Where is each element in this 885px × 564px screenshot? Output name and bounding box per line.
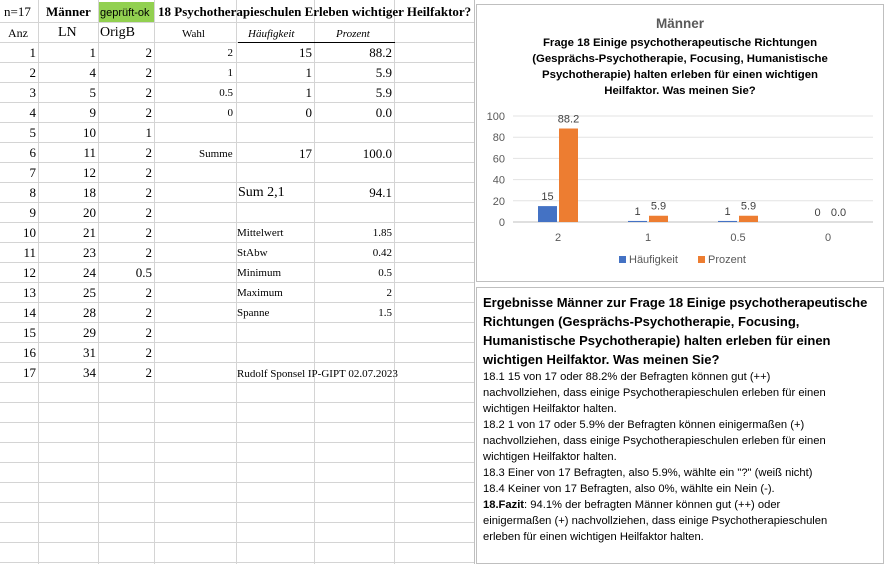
table-cell-ln[interactable]: 25: [83, 285, 96, 300]
col-header-ln: LN: [58, 25, 77, 40]
data-label: 0: [814, 207, 821, 219]
data-label: 88.2: [557, 113, 580, 126]
results-line: wichtigen Heilfaktor halten.: [483, 403, 617, 415]
col-header-anz: Anz: [8, 26, 28, 40]
results-line: einigermaßen (+) nachvollziehen, dass einige Psychotherapieschulen: [483, 515, 828, 527]
table-cell-origb[interactable]: 1: [145, 125, 152, 140]
status-badge[interactable]: geprüft-ok: [100, 7, 150, 19]
grid-row-line: [0, 422, 474, 423]
table-cell-anz[interactable]: 13: [23, 285, 36, 300]
table-cell-anz[interactable]: 12: [23, 265, 36, 280]
freq-wahl[interactable]: 0: [227, 107, 233, 119]
table-cell-origb[interactable]: 2: [145, 145, 152, 160]
results-heading-line: Humanistische Psychotherapie) halten erleben für einen: [483, 333, 831, 348]
chart-subtitle-line: Psychotherapie) halten erleben für einen wichtigen: [542, 69, 818, 81]
y-tick-label: 80: [492, 132, 505, 145]
stat-label: Maximum: [237, 287, 283, 299]
freq-count[interactable]: 15: [299, 45, 312, 60]
table-cell-ln[interactable]: 18: [83, 185, 96, 200]
table-cell-ln[interactable]: 10: [83, 125, 96, 140]
table-cell-origb[interactable]: 2: [145, 365, 152, 380]
results-line: wichtigen Heilfaktor halten.: [483, 451, 617, 463]
x-tick-label: 1: [644, 232, 652, 244]
table-cell-ln[interactable]: 21: [83, 225, 96, 240]
results-heading-line: Ergebnisse Männer zur Frage 18 Einige psychotherapeutische: [483, 295, 868, 310]
data-label: 0.0: [830, 207, 847, 219]
n-count: n=17: [4, 4, 31, 19]
table-cell-ln[interactable]: 9: [89, 105, 96, 120]
grid-row-line: [0, 442, 474, 443]
table-cell-origb[interactable]: 2: [145, 85, 152, 100]
stat-value[interactable]: 1.85: [372, 227, 392, 239]
table-cell-anz[interactable]: 3: [29, 85, 36, 100]
results-line: 18.4 Keiner von 17 Befragten, also 0%, wählte ein Nein (-).: [483, 483, 775, 495]
freq-count[interactable]: 1: [305, 85, 312, 100]
fazit-text: : 94.1% der befragten Männer können gut (++) oder: [524, 499, 781, 511]
results-line: 18.1 15 von 17 oder 88.2% der Befragten können gut (++): [483, 371, 771, 383]
table-cell-anz[interactable]: 1: [29, 45, 36, 60]
sum21-label: Sum 2,1: [238, 185, 285, 200]
bar-haeufigkeit: [538, 206, 557, 222]
results-panel: [476, 287, 884, 564]
freq-count[interactable]: 0: [305, 105, 312, 120]
x-tick-label: 2: [554, 232, 562, 244]
legend-label: Häufigkeit: [629, 254, 678, 266]
grid-row-line: [0, 542, 474, 543]
freq-wahl[interactable]: 1: [227, 67, 233, 79]
table-cell-ln[interactable]: 23: [83, 245, 96, 260]
table-cell-anz[interactable]: 6: [29, 145, 36, 160]
data-label: 1: [724, 205, 731, 218]
chart-subtitle-line: (Gesprächs-Psychotherapie, Focusing, Humanistische: [532, 53, 828, 65]
sum21-pct: 94.1: [369, 185, 392, 200]
summe-label: Summe: [199, 148, 233, 160]
bar-prozent: [649, 216, 668, 222]
summe-pct: 100.0: [362, 146, 392, 161]
summe-count: 17: [299, 146, 312, 161]
credit-text: Rudolf Sponsel IP-GIPT 02.07.2023: [237, 368, 398, 380]
col-header-origb: OrigB: [100, 25, 135, 40]
chart-title: Männer: [655, 16, 704, 31]
table-cell-anz[interactable]: 14: [23, 305, 36, 320]
chart-subtitle-line: Frage 18 Einige psychotherapeutische Richtungen: [542, 37, 818, 49]
table-cell-origb[interactable]: 2: [145, 225, 152, 240]
table-cell-origb[interactable]: 2: [145, 65, 152, 80]
freq-pct[interactable]: 88.2: [369, 45, 392, 60]
table-cell-ln[interactable]: 24: [83, 265, 96, 280]
stat-value[interactable]: 2: [386, 287, 392, 299]
table-cell-ln[interactable]: 1: [89, 45, 96, 60]
table-cell-ln[interactable]: 31: [83, 345, 96, 360]
data-label: 15: [541, 191, 554, 204]
table-cell-origb[interactable]: 2: [145, 45, 152, 60]
freq-pct[interactable]: 0.0: [375, 105, 392, 120]
table-cell-ln[interactable]: 34: [83, 365, 96, 380]
results-line: nachvollziehen, dass einige Psychotherapieschulen erleben für einen: [483, 435, 826, 447]
table-cell-origb[interactable]: 2: [145, 205, 152, 220]
grid-row-line: [0, 522, 474, 523]
legend-swatch-haeufigkeit: [619, 256, 626, 263]
table-cell-origb[interactable]: 0.5: [135, 265, 152, 280]
results-line: erleben für einen wichtigen Heilfaktor halten.: [483, 531, 704, 543]
freq-pct[interactable]: 5.9: [375, 85, 392, 100]
stat-value[interactable]: 1.5: [378, 307, 392, 319]
table-cell-ln[interactable]: 12: [83, 165, 96, 180]
fazit-label: 18.Fazit: [483, 499, 525, 511]
table-cell-origb[interactable]: 2: [145, 105, 152, 120]
table-cell-origb[interactable]: 2: [145, 245, 152, 260]
freq-wahl[interactable]: 0.5: [219, 87, 233, 99]
legend-label: Prozent: [708, 254, 746, 266]
table-cell-anz[interactable]: 15: [23, 325, 36, 340]
freq-wahl[interactable]: 2: [227, 47, 233, 59]
table-cell-origb[interactable]: 2: [145, 305, 152, 320]
table-cell-anz[interactable]: 4: [29, 105, 36, 120]
chart-subtitle-line: Heilfaktor. Was meinen Sie?: [604, 85, 756, 97]
table-cell-anz[interactable]: 16: [23, 345, 36, 360]
grid-row-line: [0, 482, 474, 483]
y-tick-label: 40: [492, 174, 505, 187]
stat-label: StAbw: [237, 247, 268, 259]
data-label: 5.9: [740, 200, 757, 213]
results-line: 18.3 Einer von 17 Befragten, also 5.9%, wählte ein "?" (weiß nicht): [483, 467, 813, 479]
table-cell-ln[interactable]: 4: [89, 65, 96, 80]
freq-pct[interactable]: 5.9: [375, 65, 392, 80]
bar-chart: [477, 5, 883, 281]
group-label: Männer: [46, 4, 91, 19]
legend-swatch-prozent: [698, 256, 705, 263]
y-tick-label: 20: [492, 195, 505, 208]
fazit-line: [483, 497, 827, 513]
grid-row-line: [0, 462, 474, 463]
x-tick-label: 0: [824, 232, 832, 244]
chart-panel[interactable]: [476, 4, 884, 282]
stat-value[interactable]: 0.42: [372, 247, 392, 259]
table-cell-ln[interactable]: 5: [89, 85, 96, 100]
table-cell-ln[interactable]: 11: [83, 145, 96, 160]
table-cell-anz[interactable]: 5: [29, 125, 36, 140]
stat-value[interactable]: 0.5: [378, 267, 392, 279]
col-header-wahl: Wahl: [182, 28, 205, 40]
stat-label: Spanne: [237, 307, 270, 319]
bar-prozent: [739, 216, 758, 222]
results-heading-line: Richtungen (Gesprächs-Psychotherapie, Focusing,: [483, 314, 800, 329]
table-cell-anz[interactable]: 10: [23, 225, 36, 240]
table-cell-anz[interactable]: 17: [23, 365, 36, 380]
table-cell-ln[interactable]: 20: [83, 205, 96, 220]
results-line: 18.2 1 von 17 oder 5.9% der Befragten können einigermaßen (+): [483, 419, 805, 431]
table-cell-ln[interactable]: 28: [83, 305, 96, 320]
grid-row-line: [0, 402, 474, 403]
grid-row-line: [0, 562, 474, 563]
table-cell-anz[interactable]: 2: [29, 65, 36, 80]
table-cell-origb[interactable]: 2: [145, 165, 152, 180]
table-cell-anz[interactable]: 9: [29, 205, 36, 220]
stat-label: Minimum: [237, 267, 282, 279]
results-line: nachvollziehen, dass einige Psychotherapieschulen erleben für einen: [483, 387, 826, 399]
table-cell-anz[interactable]: 11: [23, 245, 36, 260]
stat-label: Mittelwert: [237, 227, 284, 239]
table-cell-origb[interactable]: 2: [145, 185, 152, 200]
data-label: 5.9: [650, 200, 667, 213]
grid-column-line: [474, 0, 475, 564]
table-cell-anz[interactable]: 7: [29, 165, 36, 180]
data-label: 1: [634, 205, 641, 218]
results-heading: [483, 293, 867, 369]
table-cell-anz[interactable]: 8: [29, 185, 36, 200]
col-header-haeufigkeit: Häufigkeit: [248, 28, 295, 40]
table-cell-origb[interactable]: 2: [145, 345, 152, 360]
y-tick-label: 60: [492, 153, 505, 166]
table-cell-origb[interactable]: 2: [145, 325, 152, 340]
sheet-title: 18 Psychotherapieschulen Erleben wichtiger Heilfaktor?: [158, 4, 472, 19]
bar-prozent: [559, 129, 578, 222]
y-tick-label: 0: [498, 217, 505, 229]
y-tick-label: 100: [486, 111, 505, 123]
table-cell-ln[interactable]: 29: [83, 325, 96, 340]
table-cell-origb[interactable]: 2: [145, 285, 152, 300]
results-heading-line: wichtigen Heilfaktor. Was meinen Sie?: [483, 352, 720, 367]
col-header-prozent: Prozent: [336, 28, 370, 40]
bar-haeufigkeit: [628, 221, 647, 222]
bar-haeufigkeit: [718, 221, 737, 222]
x-tick-label: 0.5: [730, 232, 746, 244]
freq-count[interactable]: 1: [305, 65, 312, 80]
results-body: [483, 369, 827, 545]
grid-row-line: [0, 502, 474, 503]
